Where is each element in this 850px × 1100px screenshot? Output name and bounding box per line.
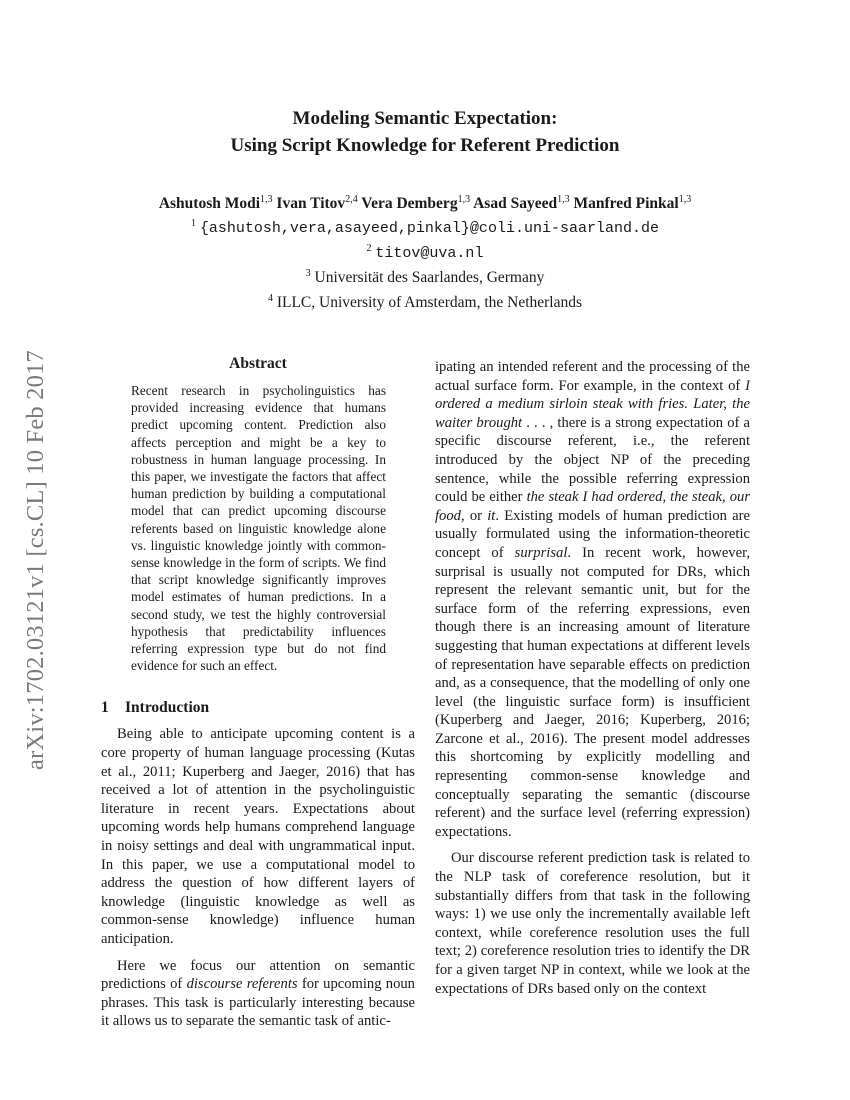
title-line-1: Modeling Semantic Expectation: [292,108,558,129]
author-name: Asad Sayeed [473,195,558,213]
author-name: Ashutosh Modi [158,195,261,213]
author-affiliation-mark: 1,3 [678,194,692,205]
affiliation-3: $^3$ Universität des Saarlandes, Germany [305,268,545,287]
author-name: Vera Demberg [361,195,458,213]
author-name: Manfred Pinkal [573,195,679,213]
affiliation-4: $^4$ ILLC, University of Amsterdam, the Netherlands [267,292,583,311]
intro-paragraph-2-continued: ipating an intended referent and the processing of the actual surface form. For example, in the context of I ordered a medium sirloin steak with fries. Later, the waiter brought . . . , there is a strong expectation of a specific discourse referent, i.e., the referent introduced by the object NP of the preceding sentence, while the possible referring expression could be either the steak I had ordered, the steak, our food, or it. Existing models of human prediction are usually formulated using the information-theoretic concept of surprisal. In recent work, however, surprisal is usually not computed for DRs, which represent the relevant semantic unit, but for the surface form of the referring expressions, even though there is an increasing amount of literature suggesting that human expectations at different levels of representation have separable effects on prediction and, as a consequence, that the modelling of only one level (the linguistic surface form) is insufficient (Kuperberg and Jaeger, 2016; Kuperberg, 2016; Zarcone et al., 2016). The present model addresses this shortcoming by explicitly modelling and representing common-sense knowledge and conceptually separating the semantic (discourse referent) and the surface level (referring expression) expectations. [435,359,751,840]
author-names [0,190,850,214]
author-name: Ivan Titov [276,195,346,213]
section-heading-introduction [101,699,415,717]
left-column [101,355,415,1031]
email-line-1: $^1$ {ashutosh,vera,asayeed,pinkal}@coli.uni-saarland.de [191,218,659,238]
email-address: titov@uva.nl [375,245,484,263]
author-affiliation-mark: 1,3 [260,194,273,205]
abstract-text: Recent research in psycholinguistics has provided increasing evidence that humans predict upcoming content. Prediction also affects perception and might be a key to robustness in human language processing. In this paper, we investigate the factors that affect human prediction by building a computational model that can predict upcoming discourse referents based on linguistic knowledge alone vs. linguistic knowledge jointly with common-sense knowledge in the form of scripts. We find that script knowledge significantly improves model estimates of human predictions. In a second study, we test the highly controversial hypothesis that predictability influences referring expression type but do not find evidence for such an effect. [131,383,386,674]
right-column [435,358,750,998]
section-number: 1 [101,699,109,717]
author-affiliation-mark: 2,4 [345,194,358,205]
arxiv-stamp-text: arXiv:1702.03121v1 [cs.CL] 10 Feb 2017 [22,350,49,770]
intro-paragraph-3: Our discourse referent prediction task is related to the NLP task of coreference resolution, but it substantially differs from that task in the following ways: 1) we use only the incrementally available left context, while coreference resolution uses the full text; 2) coreference resolution tries to identify the DR for a given target NP in context, while we look at the expectations of DRs based only on the context [435,850,750,997]
author-block [0,190,850,313]
intro-paragraph-1: Being able to anticipate upcoming content is a core property of human language processing (Kutas et al., 2011; Kuperberg and Jaeger, 2016) that has received a lot of attention in the psycholinguistic literature in recent years. Expectations about upcoming words help humans comprehend language in noisy settings and deal with ungrammatical input. In this paper, we use a computational model to address the question of how different layers of knowledge (linguistic knowledge as well as common-sense knowledge) influence human anticipation. [101,726,415,947]
email-line-2: $^2$ titov@uva.nl [366,243,484,263]
title-line-2: Using Script Knowledge for Referent Prediction [230,135,620,156]
section-title: Introduction [125,699,210,717]
arxiv-stamp [22,300,50,770]
author-affiliation-mark: 1,3 [457,194,471,205]
abstract-heading: Abstract [229,355,287,372]
email-address: {ashutosh,vera,asayeed,pinkal}@coli.uni-saarland.de [199,220,659,238]
paper-title [0,105,850,159]
author-affiliation-mark: 1,3 [557,194,570,205]
intro-paragraph-2: Here we focus our attention on semantic predictions of discourse referents for upcoming noun phrases. This task is particularly interesting because it allows us to separate the semantic task of antic- [101,957,415,1030]
